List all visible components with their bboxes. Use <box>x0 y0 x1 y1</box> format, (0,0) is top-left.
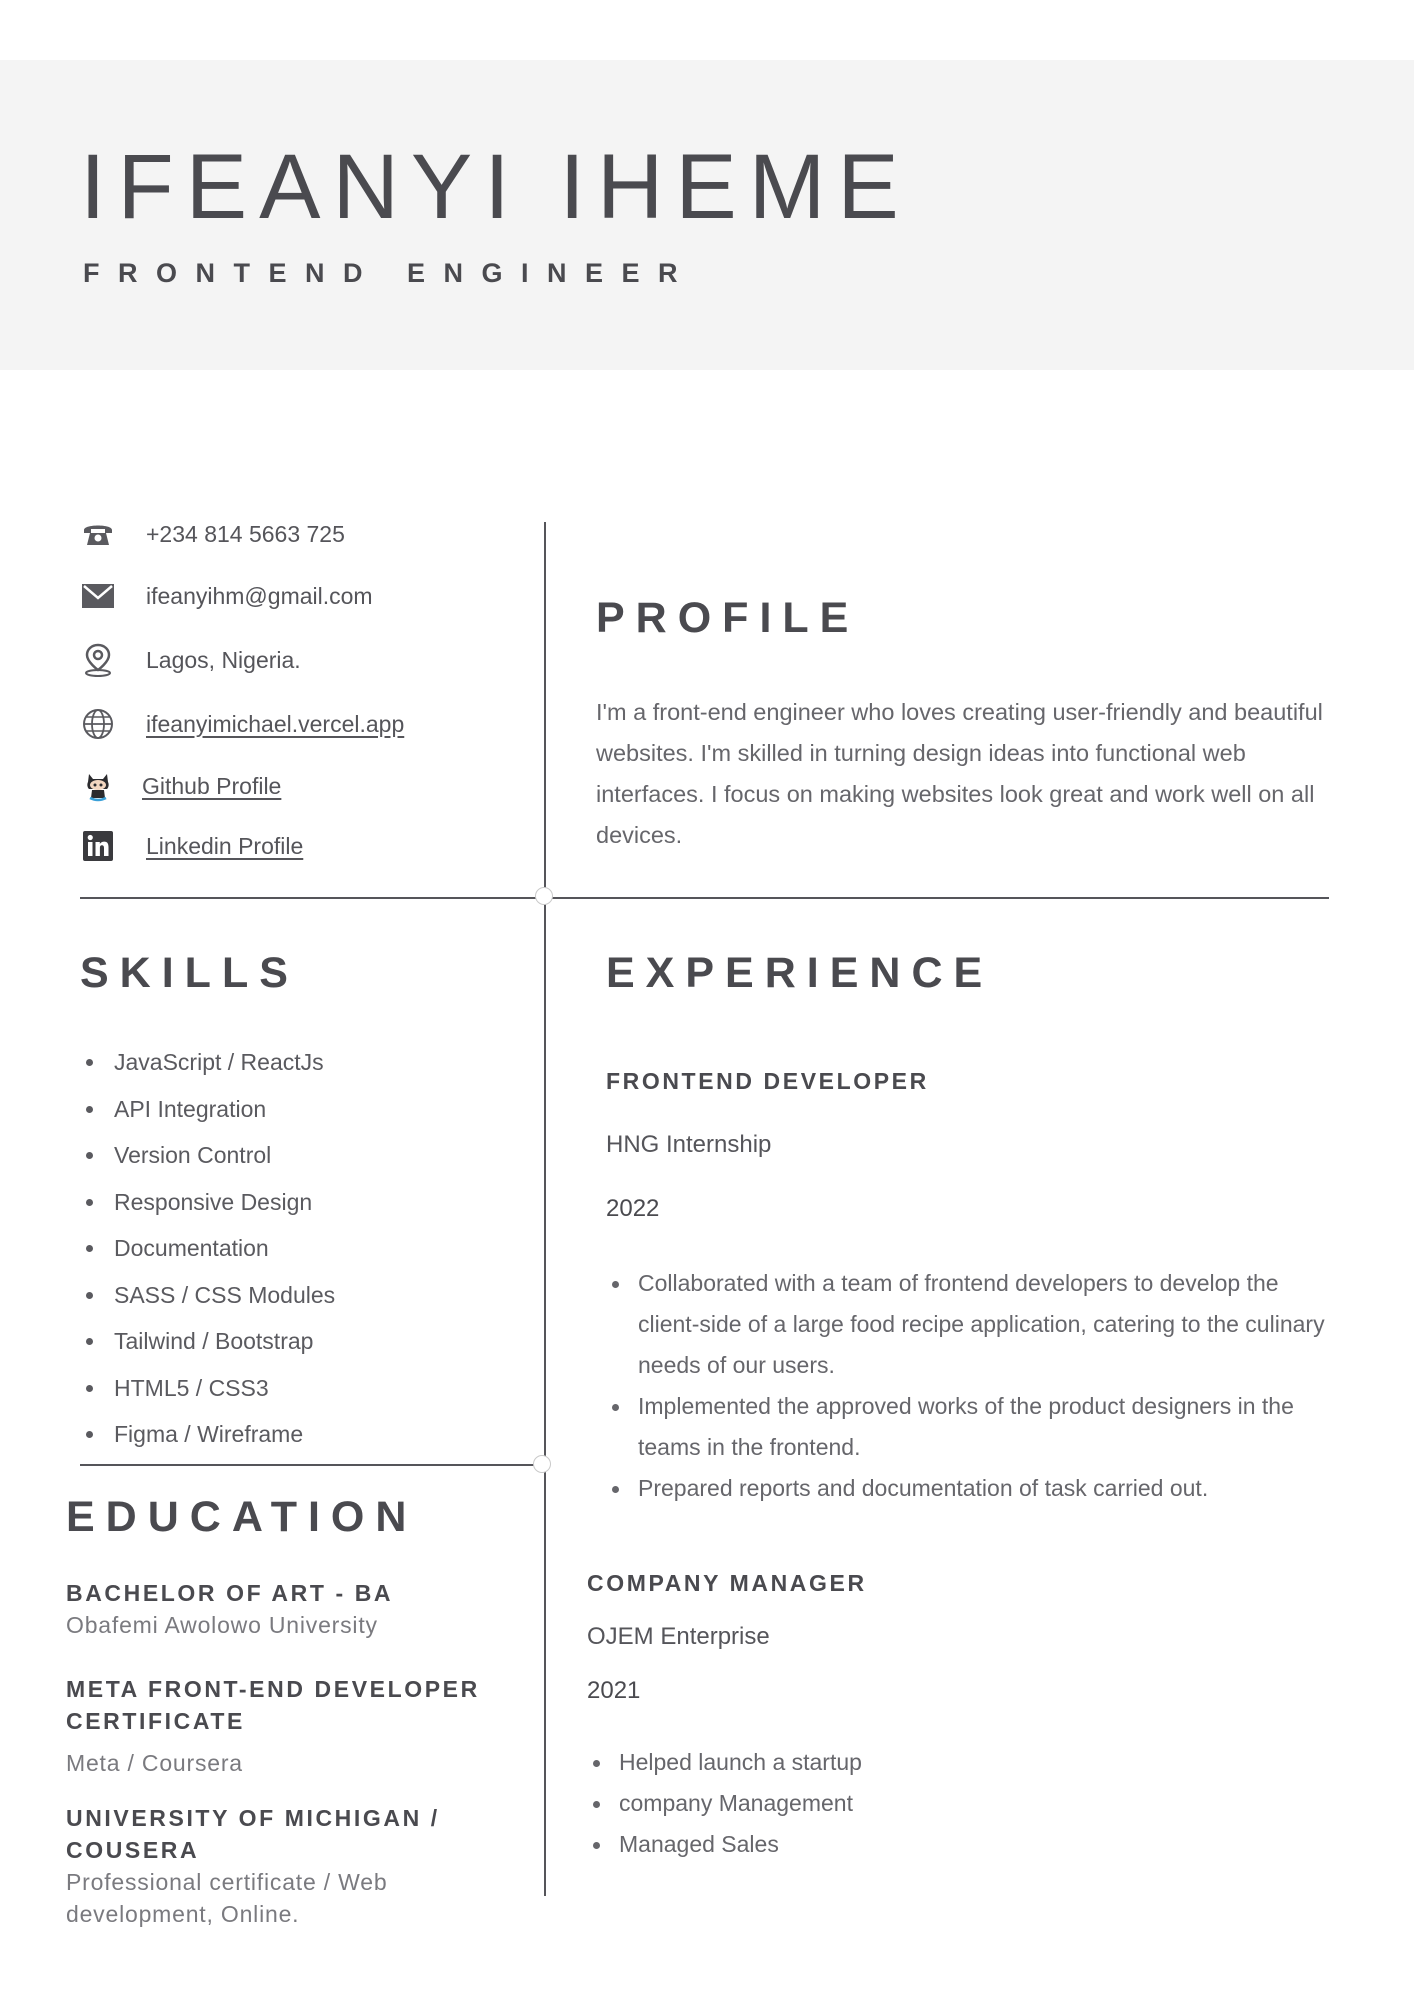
education-item <box>66 1673 496 1779</box>
vertical-divider <box>544 522 546 1896</box>
education-title: BACHELOR OF ART - BA <box>66 1580 394 1606</box>
education-item <box>66 1577 516 1641</box>
profile-heading: PROFILE <box>596 594 860 642</box>
location-text: Lagos, Nigeria. <box>146 646 301 673</box>
job-company: HNG Internship <box>606 1131 772 1158</box>
education-institution: Obafemi Awolowo University <box>66 1612 378 1638</box>
job-bullet: Helped launch a startup <box>587 1742 1287 1783</box>
skill-item: Tailwind / Bootstrap <box>80 1318 530 1365</box>
job-bullets <box>606 1263 1336 1509</box>
job-title: FRONTEND DEVELOPER <box>606 1068 929 1094</box>
skill-item: Documentation <box>80 1225 530 1272</box>
skill-item: JavaScript / ReactJs <box>80 1039 530 1086</box>
github-octocat-icon <box>80 768 116 804</box>
job-year: 2021 <box>587 1677 641 1704</box>
job-bullet: Prepared reports and documentation of task carried out. <box>606 1468 1336 1509</box>
job-title: COMPANY MANAGER <box>587 1570 867 1596</box>
phone-text: +234 814 5663 725 <box>146 520 345 547</box>
skill-item: SASS / CSS Modules <box>80 1272 530 1319</box>
education-title: META FRONT-END DEVELOPER CERTIFICATE <box>66 1676 480 1734</box>
skill-item: Version Control <box>80 1132 530 1179</box>
horizontal-divider-left <box>80 1464 544 1466</box>
contact-linkedin <box>80 828 530 864</box>
candidate-name: IFEANYI IHEME <box>80 136 911 238</box>
job-bullet: Managed Sales <box>587 1824 1287 1865</box>
skill-item: API Integration <box>80 1086 530 1133</box>
skills-list <box>80 1039 530 1458</box>
experience-heading: EXPERIENCE <box>606 949 994 997</box>
job-company: OJEM Enterprise <box>587 1623 770 1650</box>
location-pin-icon <box>80 642 116 678</box>
contact-email <box>80 578 530 614</box>
job-bullet: Collaborated with a team of frontend developers to develop the client-side of a large food recipe application, catering to the culinary needs of our users. <box>606 1263 1336 1386</box>
divider-node-top <box>535 887 553 905</box>
contact-website <box>80 706 530 742</box>
contact-phone <box>80 516 530 552</box>
phone-icon <box>80 516 116 552</box>
education-heading: EDUCATION <box>66 1493 418 1541</box>
job-bullet: Implemented the approved works of the product designers in the teams in the frontend. <box>606 1386 1336 1468</box>
skill-item: Figma / Wireframe <box>80 1411 530 1458</box>
candidate-role: FRONTEND ENGINEER <box>83 258 697 288</box>
globe-icon <box>80 706 116 742</box>
job-year: 2022 <box>606 1195 660 1222</box>
divider-node-bottom <box>533 1455 551 1473</box>
mail-icon <box>80 578 116 614</box>
job-bullets <box>587 1742 1287 1865</box>
education-item <box>66 1802 496 1930</box>
contact-github <box>80 768 530 804</box>
linkedin-icon <box>80 828 116 864</box>
skill-item: Responsive Design <box>80 1179 530 1226</box>
horizontal-divider-top <box>80 897 1329 899</box>
profile-text: I'm a front-end engineer who loves creating user-friendly and beautiful websites. I'm skilled in turning design ideas into functional web interfaces. I focus on making websites look great and work well on all devices. <box>596 699 1323 848</box>
education-institution: Meta / Coursera <box>66 1750 243 1776</box>
skills-heading: SKILLS <box>80 949 299 997</box>
linkedin-link[interactable]: Linkedin Profile <box>146 832 304 859</box>
education-institution: Professional certificate / Web development, Online. <box>66 1869 388 1927</box>
github-link[interactable]: Github Profile <box>142 772 282 799</box>
education-title: UNIVERSITY OF MICHIGAN / COUSERA <box>66 1805 440 1863</box>
website-link[interactable]: ifeanyimichael.vercel.app <box>146 710 405 737</box>
email-text: ifeanyihm@gmail.com <box>146 582 373 609</box>
job-bullet: company Management <box>587 1783 1287 1824</box>
contact-location <box>80 642 530 678</box>
skill-item: HTML5 / CSS3 <box>80 1365 530 1412</box>
